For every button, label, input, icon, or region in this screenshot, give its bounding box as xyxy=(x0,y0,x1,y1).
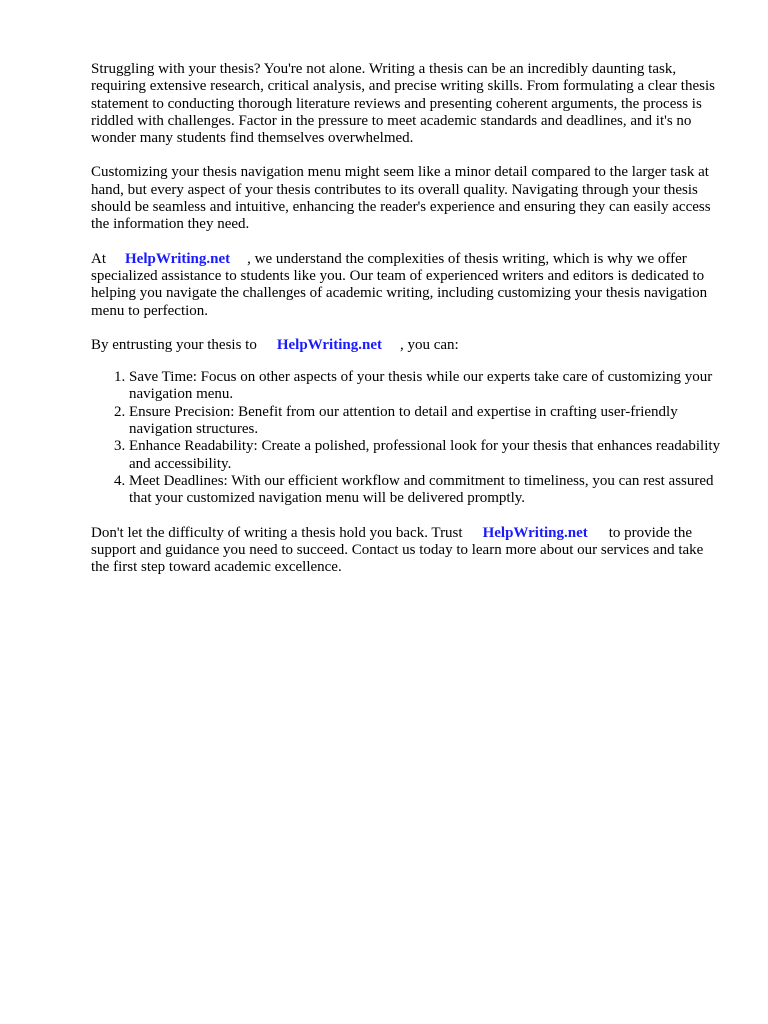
navigation-paragraph: Customizing your thesis navigation menu might seem like a minor detail compared to the larger task at hand, but every aspect of your thesis contributes to its overall quality. Navigating through your thesis should be seamless and intuitive, enhancing the reader's experience and ensuring they can easily access the information they need. xyxy=(91,164,711,233)
intro-paragraph: Struggling with your thesis? You're not alone. Writing a thesis can be an incredibly daunting task, requiring extensive research, critical analysis, and precise writing skills. From formulating a clear thesis statement to conducting thorough literature reviews and presenting coherent arguments, the process is riddled with challenges. Factor in the pressure to meet academic standards and deadlines, and it's no wonder many students find themselves overwhelmed. xyxy=(91,61,715,147)
benefit-enhance-readability: 3. Enhance Readability: Create a polished, professional look for your thesis that enhances readability and accessibility. xyxy=(129,438,729,473)
benefit-meet-deadlines: 4. Meet Deadlines: With our efficient workflow and commitment to timeliness, you can rest assured that your customized navigation menu will be delivered promptly. xyxy=(129,473,729,508)
benefit-save-time: 1. Save Time: Focus on other aspects of your thesis while our experts take care of customizing your navigation menu. xyxy=(129,369,729,404)
helpwriting-link[interactable]: HelpWriting.net xyxy=(125,250,231,267)
service-paragraph-text: , we understand the complexities of thesis writing, which is why we offer specialized assistance to students like you. Our team of experienced writers and editors is dedicated to helping you navigate the challenges of academic writing, including customizing your thesis navigation menu to perfection. xyxy=(91,250,708,319)
helpwriting-link[interactable]: HelpWriting.net xyxy=(276,336,382,353)
entrust-paragraph-text: , you can: xyxy=(399,336,459,353)
closing-paragraph xyxy=(91,525,723,577)
service-paragraph xyxy=(91,251,723,320)
helpwriting-link[interactable]: HelpWriting.net xyxy=(482,524,588,541)
entrust-paragraph-lead: By entrusting your thesis to xyxy=(91,336,257,353)
closing-paragraph-text: to provide the support and guidance you need to succeed. Contact us today to learn more about our services and take the first step toward academic excellence. xyxy=(91,524,704,576)
benefit-ensure-precision: 2. Ensure Precision: Benefit from our attention to detail and expertise in crafting user-friendly navigation structures. xyxy=(129,404,729,439)
document-body xyxy=(91,61,731,593)
closing-paragraph-lead: Don't let the difficulty of writing a thesis hold you back. Trust xyxy=(91,524,463,541)
service-paragraph-lead: At xyxy=(91,250,106,267)
entrust-paragraph xyxy=(91,337,727,354)
benefits-list xyxy=(91,369,729,507)
